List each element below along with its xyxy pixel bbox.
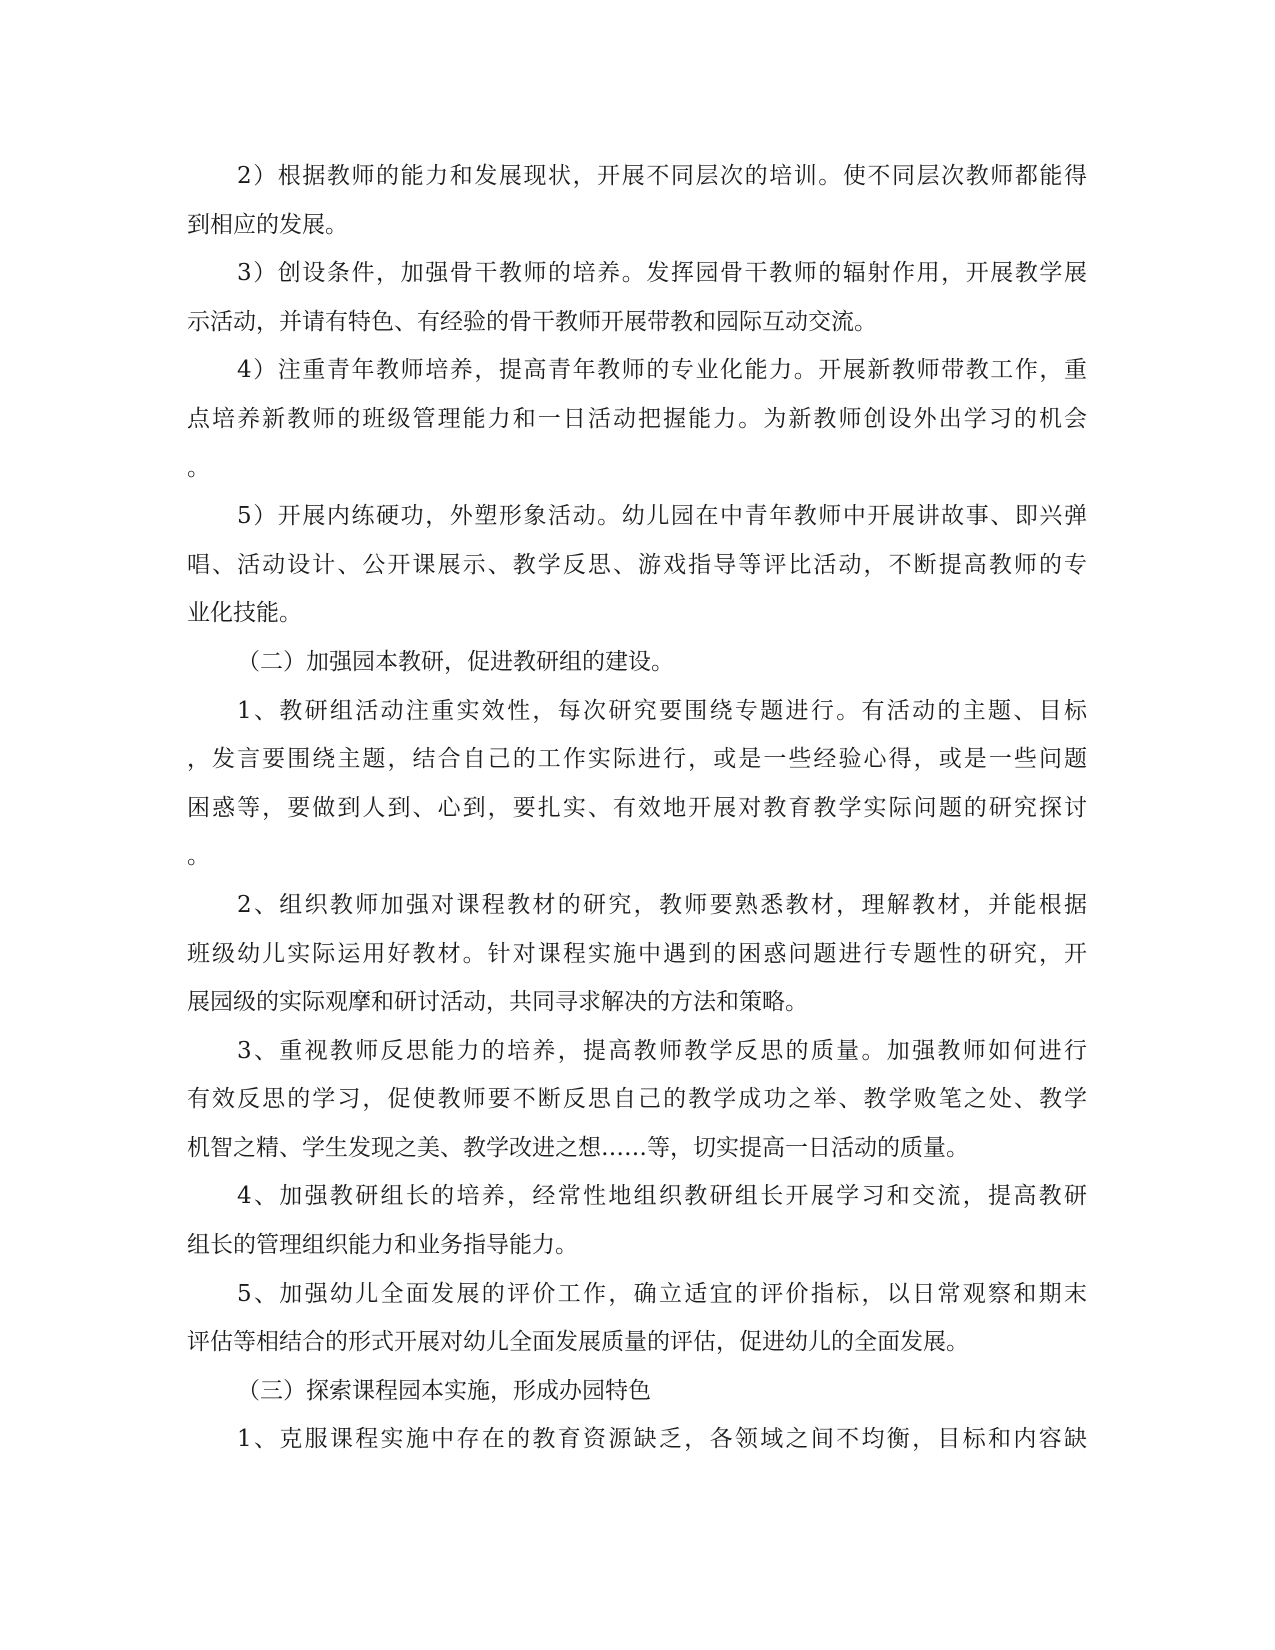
text-line: 业化技能。 (187, 600, 302, 627)
text-line: 唱、活动设计、公开课展示、教学反思、游戏指导等评比活动，不断提高教师的专 (187, 551, 1087, 578)
text-line: 1、克服课程实施中存在的教育资源缺乏，各领域之间不均衡，目标和内容缺 (237, 1426, 1087, 1453)
text-line: 。 (187, 454, 210, 481)
text-line: 点培养新教师的班级管理能力和一日活动把握能力。为新教师创设外出学习的机会 (187, 405, 1087, 432)
text-line: 5、加强幼儿全面发展的评价工作，确立适宜的评价指标，以日常观察和期末 (237, 1280, 1087, 1307)
text-line: 3）创设条件，加强骨干教师的培养。发挥园骨干教师的辐射作用，开展教学展 (237, 260, 1087, 287)
text-line: （三）探索课程园本实施，形成办园特色 (237, 1377, 651, 1404)
text-line: 困惑等，要做到人到、心到，要扎实、有效地开展对教育教学实际问题的研究探讨 (187, 794, 1087, 821)
text-line: 有效反思的学习，促使教师要不断反思自己的教学成功之举、教学败笔之处、教学 (187, 1086, 1087, 1113)
text-line: 5）开展内练硬功，外塑形象活动。幼儿园在中青年教师中开展讲故事、即兴弹 (237, 503, 1087, 530)
text-line: 机智之精、学生发现之美、教学改进之想……等，切实提高一日活动的质量。 (187, 1134, 969, 1161)
text-line: 评估等相结合的形式开展对幼儿全面发展质量的评估，促进幼儿的全面发展。 (187, 1329, 969, 1356)
text-line: 班级幼儿实际运用好教材。针对课程实施中遇到的困惑问题进行专题性的研究，开 (187, 940, 1087, 967)
text-line: 展园级的实际观摩和研讨活动，共同寻求解决的方法和策略。 (187, 989, 808, 1016)
text-line: 组长的管理组织能力和业务指导能力。 (187, 1232, 578, 1259)
text-line: 。 (187, 843, 210, 870)
text-line: 示活动，并请有特色、有经验的骨干教师开展带教和园际互动交流。 (187, 308, 877, 335)
text-line: 到相应的发展。 (187, 211, 348, 238)
text-line: 4）注重青年教师培养，提高青年教师的专业化能力。开展新教师带教工作，重 (237, 357, 1087, 384)
text-line: （二）加强园本教研，促进教研组的建设。 (237, 648, 674, 675)
text-line: ，发言要围绕主题，结合自己的工作实际进行，或是一些经验心得，或是一些问题 (187, 746, 1087, 773)
text-line: 2）根据教师的能力和发展现状，开展不同层次的培训。使不同层次教师都能得 (237, 163, 1087, 189)
text-line: 4、加强教研组长的培养，经常性地组织教研组长开展学习和交流，提高教研 (237, 1183, 1087, 1210)
document-body (187, 152, 1087, 1464)
text-line: 1、教研组活动注重实效性，每次研究要围绕专题进行。有活动的主题、目标 (237, 697, 1087, 724)
text-line: 2、组织教师加强对课程教材的研究，教师要熟悉教材，理解教材，并能根据 (237, 891, 1087, 918)
text-line: 3、重视教师反思能力的培养，提高教师教学反思的质量。加强教师如何进行 (237, 1037, 1087, 1064)
